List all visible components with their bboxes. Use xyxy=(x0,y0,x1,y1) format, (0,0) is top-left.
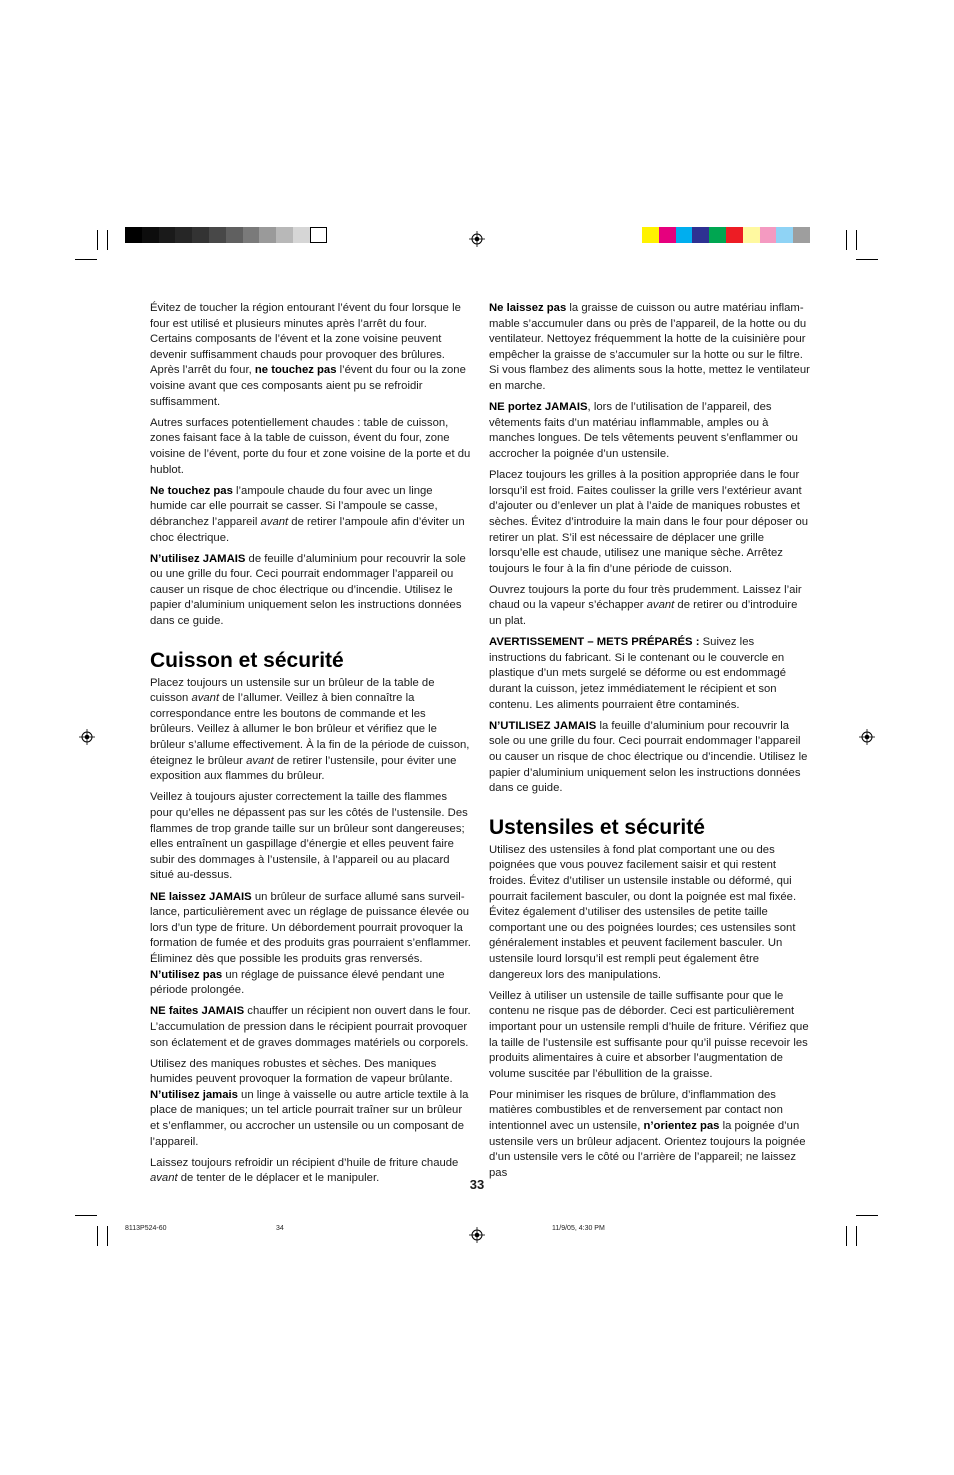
slug-job-number: 8113P524-60 xyxy=(125,1225,167,1232)
color-swatch xyxy=(743,227,760,243)
paragraph: N’utilisez JAMAIS de feuille d’aluminium pour recouvrir la sole ou une grille du four. Ceci pourrait endommager l’appareil ou causer un risque de choc électrique ou d’incendie. Utilisez le papier d’aluminium uniquement selon les instructions données dans ce guide. xyxy=(150,552,466,628)
paragraph: Ne laissez pas la graisse de cuisson ou autre matériau inflammable s’accumuler dans ou près de l’appareil, de la hotte ou du ventilateur. Nettoyez fréquemment la hotte de la cuisinière pour empêcher la graisse de s’accumuler sur la hotte ou sur le filtre. Si vous flambez des aliments sous la hotte, mettez le ventilateur en marche. xyxy=(489,302,810,392)
crop-mark xyxy=(846,230,847,250)
color-swatch xyxy=(226,227,243,243)
color-swatch xyxy=(776,227,793,243)
color-swatch xyxy=(125,227,142,243)
crop-mark xyxy=(856,230,857,250)
color-bar xyxy=(642,227,810,243)
crop-mark xyxy=(97,1226,98,1246)
color-swatch xyxy=(310,227,327,243)
paragraph: Utilisez des ustensiles à fond plat comportant une ou des poignées que vous pouvez facilement saisir et qui restent froides. Évitez d’utiliser un ustensile instable ou déformé, qui pourrait facilement basculer, ou dont la poignée est mal fixée. Évitez également d’utiliser des ustensiles de petite taille comportant une ou des poignées lourdes; ces ustensiles sont généralement instables et peuvent facilement basculer. Un ustensile lourd lorsqu’il est rempli peut également être dangereux lors des manipulations. xyxy=(489,843,797,981)
crop-mark xyxy=(856,1215,878,1216)
color-swatch xyxy=(709,227,726,243)
paragraph: Pour minimiser les risques de brûlure, d’inflammation des matières combustibles et de renversement par contact non intentionnel avec un ustensile, n’orientez pas la poignée d’un ustensile vers un brûleur adjacent. Orientez toujours la poignée d’un ustensile vers le côté ou l’arrière de l’appareil; ne laissez pas xyxy=(489,1088,806,1179)
crop-mark xyxy=(97,230,98,250)
paragraph: Placez toujours les grilles à la position appropriée dans le four lorsqu’il est froid. Faites coulisser la grille vers l’extérieur avant d’ajouter ou d’enlever un plat à l’aide de maniques robustes et sèches. Évitez d’introduire la main dans le four pour déposer ou retirer un plat. S’il est nécessaire de déplacer une grille lorsqu’elle est chaude, utilisez une manique sèche. Arrêtez toujours le four à la fin d’une période de cuisson. xyxy=(489,469,809,575)
color-swatch xyxy=(209,227,226,243)
color-swatch xyxy=(142,227,159,243)
color-swatch xyxy=(726,227,743,243)
paragraph: AVERTISSEMENT – METS PRÉPARÉS : Suivez les instructions du fabricant. Si le contenant ou le couvercle en plastique d’un mets surgelé se déforme ou est endommagé durant la cuisson, jetez immédiatement le récipient et son contenu. Les aliments pourraient être contaminés. xyxy=(489,636,787,711)
color-swatch xyxy=(760,227,777,243)
paragraph: Ne touchez pas l’ampoule chaude du four avec un linge humide car elle pourrait se casser. Si l’ampoule se casse, débranchez l’appareil avant de retirer l’ampoule afin d’éviter un choc électrique. xyxy=(150,484,465,544)
section-heading: Cuisson et sécurité xyxy=(150,648,344,672)
paragraph: Utilisez des maniques robustes et sèches. Des maniques humides peuvent provoquer la formation de vapeur brûlante. N’utilisez jamais un linge à vaisselle ou autre article textile à la place de maniques; un tel article pourrait traîner sur un brûleur et s’enflammer, ou accrocher un ustensile ou un composant de l’appareil. xyxy=(150,1057,469,1148)
color-swatch xyxy=(659,227,676,243)
crop-mark xyxy=(856,1226,857,1246)
color-swatch xyxy=(192,227,209,243)
registration-mark-icon xyxy=(469,1227,485,1243)
color-swatch xyxy=(293,227,310,243)
color-swatch xyxy=(159,227,176,243)
paragraph: Veillez à utiliser un ustensile de taille suffisante pour que le contenu ne risque pas de déborder. Ceci est particulièrement important pour un ustensile rempli d’huile de friture. Vérifiez que la taille de l’ustensile est suffisante pour qu’il puisse recevoir les produits alimentaires à cuire et absorber l’augmentation de volume suscitée par l’ébullition de la graisse. xyxy=(489,989,809,1080)
color-swatch xyxy=(175,227,192,243)
grayscale-bar xyxy=(125,227,327,243)
paragraph: Ouvrez toujours la porte du four très prudemment. Laissez l’air chaud ou la vapeur s’échapper avant de retirer ou d’introduire un plat. xyxy=(489,583,802,628)
section-heading: Ustensiles et sécurité xyxy=(489,815,705,839)
right-column xyxy=(489,301,811,1187)
crop-mark xyxy=(107,230,108,250)
paragraph: Placez toujours un ustensile sur un brûleur de la table de cuisson avant de l’allumer. Veillez à bien connaître la correspondance entre les boutons de commande et les brûleurs. Veillez à allumer le bon brûleur et vérifiez que le brûleur s’allume effectivement. À la fin de la période de cuisson, éteignez le brûleur avant de retirer l’ustensile, pour éviter une exposition aux flammes du brûleur. xyxy=(150,676,470,783)
registration-mark-icon xyxy=(79,729,95,745)
color-swatch xyxy=(259,227,276,243)
color-swatch xyxy=(243,227,260,243)
paragraph: Veillez à toujours ajuster correctement la taille des flammes pour qu’elles ne dépassent pas sur les côtés de l’ustensile. Des flammes de trop grande taille sur un brûleur sont dangereuses; elles entraînent un gaspillage d’énergie et elles peuvent faire subir des dommages à l’ustensile, à l’appareil ou au placard situé au-dessus. xyxy=(150,791,468,882)
slug-sheet-number: 34 xyxy=(276,1225,284,1232)
slug-timestamp: 11/9/05, 4:30 PM xyxy=(552,1225,605,1232)
paragraph: NE faites JAMAIS chauffer un récipient non ouvert dans le four. L’accumulation de pression dans le récipient pourrait provoquer son éclatement et de graves dommages matériels ou corporels. xyxy=(150,1005,471,1049)
color-swatch xyxy=(642,227,659,243)
crop-mark xyxy=(107,1226,108,1246)
paragraph: Évitez de toucher la région entourant l’évent du four lorsque le four est utilisé et plusieurs minutes après l’arrêt du four. Certains composants de l’évent et la zone voisine peuvent devenir suffisamment chauds pour provoquer des brûlures. Après l’arrêt du four, ne touchez pas l’évent du four ou la zone voisine avant que ces composants aient pu se refroidir suffisamment. xyxy=(150,302,466,408)
paragraph: Laissez toujours refroidir un récipient d’huile de friture chaude avant de tenter de le déplacer et le manipuler. xyxy=(150,1156,459,1185)
paragraph: NE portez JAMAIS, lors de l’utilisation de l’appareil, des vêtements faits d’un matériau inflammable, amples ou à manches longues. De tels vêtements peuvent s’enflammer ou accrocher la poignée d’un ustensile. xyxy=(489,401,798,460)
crop-mark xyxy=(846,1226,847,1246)
crop-mark xyxy=(75,1215,97,1216)
color-swatch xyxy=(276,227,293,243)
color-swatch xyxy=(692,227,709,243)
paragraph: Autres surfaces potentiellement chaudes : table de cuisson, zones faisant face à la table de cuisson, évent du four, zone voisine de l’évent, porte du four et zone voisine de la porte et du hublot. xyxy=(150,416,471,476)
paragraph: N’UTILISEZ JAMAIS la feuille d’aluminium pour recouvrir la sole ou une grille du four. Ceci pourrait endommager l’appareil ou causer un risque de choc électrique ou d’incendie. Utilisez le papier d’aluminium uniquement selon les instructions données dans ce guide. xyxy=(489,719,808,795)
color-swatch xyxy=(676,227,693,243)
registration-mark-icon xyxy=(469,231,485,247)
color-swatch xyxy=(793,227,810,243)
left-column xyxy=(150,301,472,1193)
paragraph: NE laissez JAMAIS un brûleur de surface allumé sans surveillance, particulièrement avec un réglage de puissance élevée ou lors d’un type de friture. Un débordement pourrait provoquer la formation de fumée et des produits gras pourraient s’enflammer. Éliminez dès que possible les produits gras renversés. N’utilisez pas un réglage de puissance élevé pendant une période prolongée. xyxy=(150,890,471,997)
crop-mark xyxy=(856,259,878,260)
registration-mark-icon xyxy=(859,729,875,745)
page-number: 33 xyxy=(469,1177,485,1192)
crop-mark xyxy=(75,259,97,260)
